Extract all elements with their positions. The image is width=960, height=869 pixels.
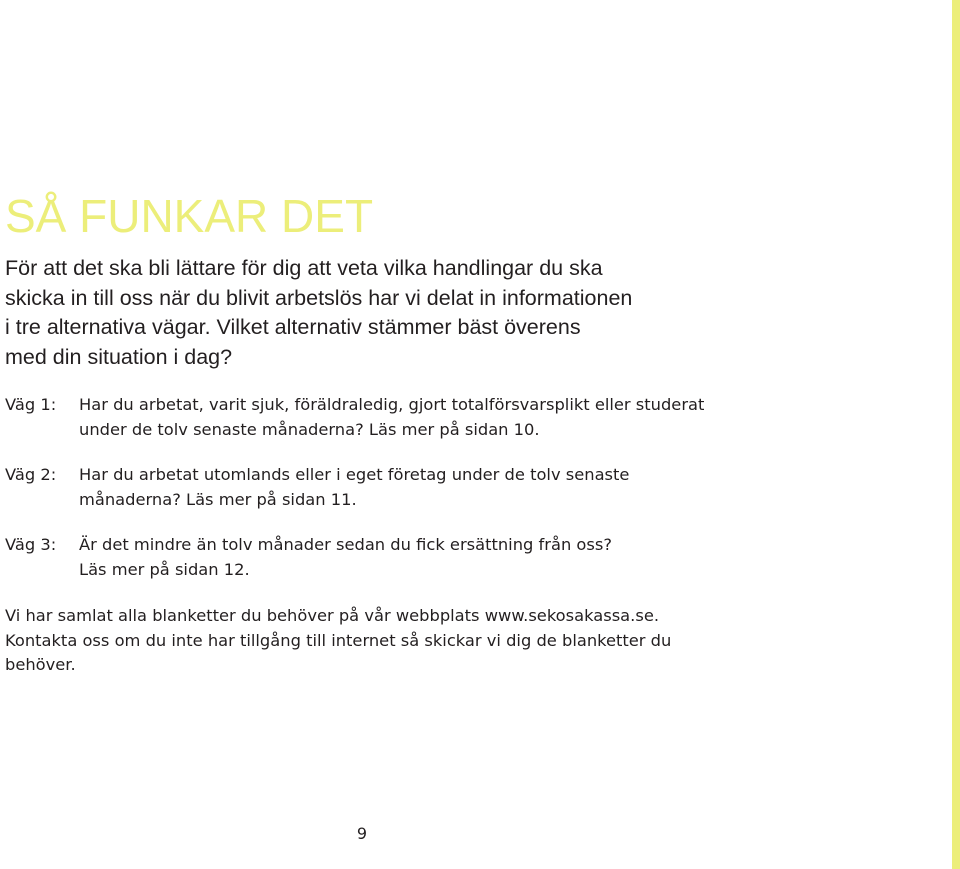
path-label: Väg 1: (5, 395, 57, 414)
page-number: 9 (356, 824, 368, 843)
path-description (79, 533, 612, 582)
footer-paragraph (5, 604, 905, 678)
path-line: under de tolv senaste månaderna? Läs mer på sidan 10. (79, 419, 540, 439)
path-line: Har du arbetat utomlands eller i eget företag under de tolv senaste (79, 465, 630, 484)
intro-line: skicka in till oss när du blivit arbetslös har vi delat in informationen (5, 285, 633, 310)
path-line: månaderna? Läs mer på sidan 11. (79, 489, 357, 509)
footer-line: Vi har samlat alla blanketter du behöver på vår webbplats www.sekosakassa.se. (5, 606, 660, 625)
path-description (79, 393, 704, 442)
intro-line: med din situation i dag? (5, 344, 233, 369)
path-label: Väg 3: (5, 535, 57, 554)
path-label: Väg 2: (5, 465, 57, 484)
path-description (79, 463, 629, 512)
intro-paragraph (5, 254, 685, 372)
intro-line: För att det ska bli lättare för dig att veta vilka handlingar du ska (5, 256, 603, 280)
intro-line: i tre alternativa vägar. Vilket alternativ stämmer bäst överens (5, 315, 581, 339)
page-title: SÅ FUNKAR DET (5, 190, 374, 242)
footer-line: behöver. (5, 655, 76, 674)
path-line: Läs mer på sidan 12. (79, 559, 250, 579)
path-line: Har du arbetat, varit sjuk, föräldraledig, gjort totalförsvarsplikt eller studerat (79, 395, 705, 414)
path-line: Är det mindre än tolv månader sedan du fick ersättning från oss? (79, 535, 613, 554)
accent-strip (952, 0, 960, 869)
footer-line: Kontakta oss om du inte har tillgång till internet så skickar vi dig de blanketter du (5, 630, 672, 650)
